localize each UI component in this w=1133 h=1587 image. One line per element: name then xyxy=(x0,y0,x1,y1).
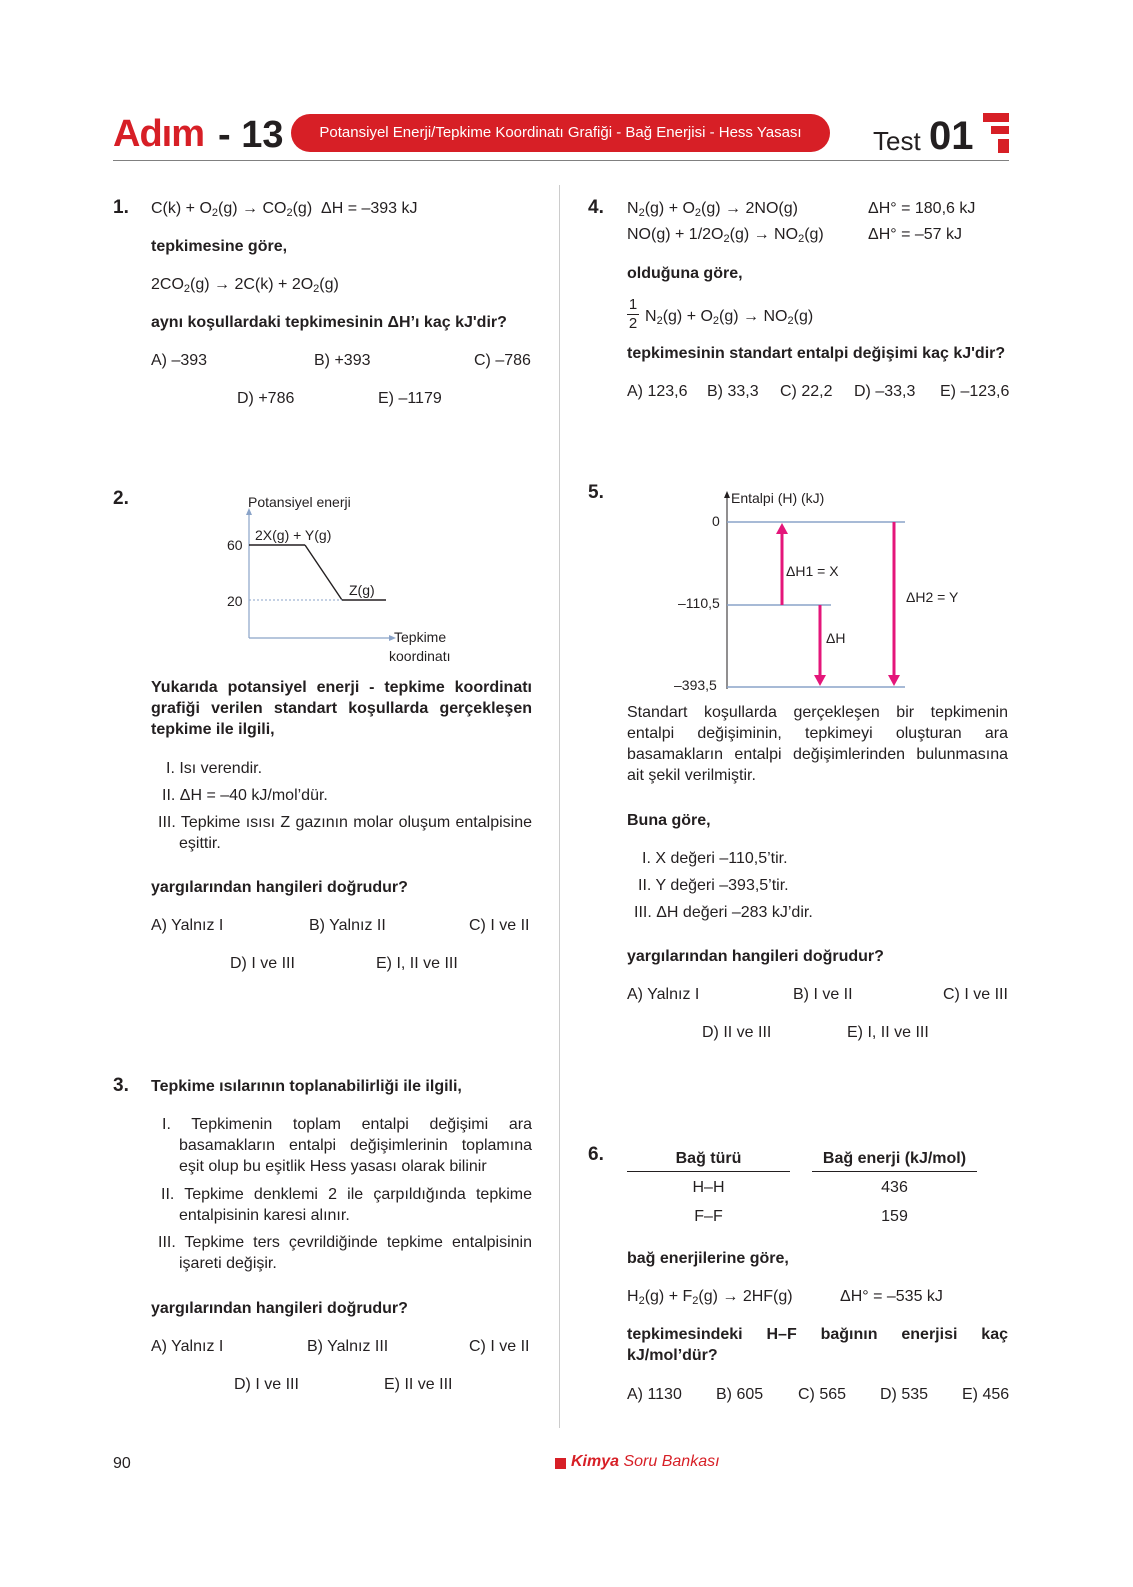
q4-option-b[interactable]: B) 33,3 xyxy=(707,383,759,400)
q2-option-d[interactable]: D) I ve III xyxy=(230,955,295,972)
unit-number: - 13 xyxy=(218,114,284,156)
q4-reaction1: $N_2(g) + O_2(g) \to 2NO(g)$ xyxy=(627,200,798,219)
q2-option-c[interactable]: C) I ve II xyxy=(469,917,530,934)
q5-statement-2: II. Y değeri –393,5’tir. xyxy=(638,877,789,894)
page-number: 90 xyxy=(113,1455,131,1472)
q2-ytick-60: 60 xyxy=(227,537,243,553)
q6-table-row-1-bond: H–H xyxy=(692,1179,725,1196)
header-divider xyxy=(113,160,1009,161)
q2-statement-3: III. Tepkime ısısı Z gazının molar oluşum entalpisine eşittir. xyxy=(158,814,532,852)
q5-option-b[interactable]: B) I ve II xyxy=(793,986,853,1003)
q1-option-b[interactable]: B) +393 xyxy=(314,352,371,369)
q6-option-b[interactable]: B) 605 xyxy=(716,1386,764,1403)
topic-banner: Potansiyel Enerji/Tepkime Koordinatı Grafiği - Bağ Enerjisi - Hess Yasası xyxy=(291,114,830,152)
q1-reaction2: $2CO_2(g) \to 2C(k) + 2O_2(g)$ xyxy=(151,276,339,295)
q3-option-a[interactable]: A) Yalnız I xyxy=(151,1338,224,1355)
q2-product-label: Z(g) xyxy=(349,582,375,598)
q2-option-a[interactable]: A) Yalnız I xyxy=(151,917,224,934)
q3-statement-1: I. Tepkimenin toplam entalpi değişimi ara basamakların entalpi değişimlerinin toplamına eşit olup bu eşitlik Hess yasası olarak bilinir xyxy=(162,1116,532,1175)
q6-table-header-energy: Bağ enerji (kJ/mol) xyxy=(812,1148,977,1172)
q4-fraction: 1 2 xyxy=(628,296,638,332)
q3-option-e[interactable]: E) II ve III xyxy=(384,1376,453,1393)
q5-enthalpy-diagram xyxy=(670,485,980,697)
q6-reaction: $H_2(g) + F_2(g) \to 2HF(g)$ xyxy=(627,1288,793,1307)
q5-dh-label: ΔH xyxy=(826,630,846,646)
q2-question: yargılarından hangileri doğrudur? xyxy=(151,879,408,896)
q1-reaction: $C(k) + O_2(g) \to CO_2(g)$ xyxy=(151,200,313,219)
q6-stem2: tepkimesindeki H–F bağının enerjisi kaç kJ/mol’dür? xyxy=(627,1326,1008,1364)
q6-table-header-bond: Bağ türü xyxy=(627,1148,790,1172)
q2-statement-1: I. Isı verendir. xyxy=(166,760,263,777)
q4-option-d[interactable]: D) –33,3 xyxy=(854,383,916,400)
q3-option-c[interactable]: C) I ve II xyxy=(469,1338,530,1355)
q1-number: 1. xyxy=(113,197,129,218)
q4-reaction2: $NO(g) + 1/2O_2(g) \to NO_2(g)$ xyxy=(627,226,824,245)
q5-ylabel: Entalpi (H) (kJ) xyxy=(731,490,825,506)
q6-option-a[interactable]: A) 1130 xyxy=(627,1386,682,1403)
q3-statement-2: II. Tepkime denklemi 2 ile çarpıldığında tepkime entalpisinin karesi alınır. xyxy=(161,1186,532,1224)
q1-option-d[interactable]: D) +786 xyxy=(237,390,295,407)
q4-option-a[interactable]: A) 123,6 xyxy=(627,383,688,400)
q1-option-a[interactable]: A) –393 xyxy=(151,352,208,369)
brand-logo: Adım xyxy=(113,113,204,155)
q3-question: yargılarından hangileri doğrudur? xyxy=(151,1300,408,1317)
q1-enthalpy: ΔH = –393 kJ xyxy=(321,200,418,217)
q2-option-e[interactable]: E) I, II ve III xyxy=(376,955,458,972)
q4-option-e[interactable]: E) –123,6 xyxy=(940,383,1010,400)
q1-option-e[interactable]: E) –1179 xyxy=(378,390,442,407)
q4-enthalpy1: ΔH° = 180,6 kJ xyxy=(868,200,976,217)
q4-number: 4. xyxy=(588,197,604,218)
q2-xlabel-1: Tepkime xyxy=(394,629,447,645)
q1-stem2: aynı koşullardaki tepkimesinin ΔH’ı kaç kJ'dir? xyxy=(151,314,507,331)
q6-table-row-2-bond: F–F xyxy=(694,1208,723,1225)
q3-number: 3. xyxy=(113,1075,129,1096)
q5-statement-1: I. X değeri –110,5’tir. xyxy=(642,850,788,867)
q3-stem: Tepkime ısılarının toplanabilirliği ile ilgili, xyxy=(151,1078,462,1095)
q5-question: yargılarından hangileri doğrudur? xyxy=(627,948,884,965)
q6-enthalpy: ΔH° = –535 kJ xyxy=(840,1288,943,1305)
q2-number: 2. xyxy=(113,488,129,509)
q1-option-c[interactable]: C) –786 xyxy=(474,352,531,369)
q2-reactants-label: 2X(g) + Y(g) xyxy=(255,527,332,543)
q6-option-e[interactable]: E) 456 xyxy=(962,1386,1010,1403)
test-number: 01 xyxy=(929,114,974,158)
q5-level-393: –393,5 xyxy=(674,677,717,693)
q2-ylabel: Potansiyel enerji xyxy=(248,494,351,510)
q5-stem: Standart koşullarda gerçekleşen bir tepkimenin entalpi değişiminin, tepkimeyi oluşturan ara basamakların entalpi değişimlerinden bulunmasına ait şekil verilmiştir. xyxy=(627,704,1008,784)
q4-target-reaction: $N_2(g) + O_2(g) \to NO_2(g)$ xyxy=(645,308,814,327)
q5-option-c[interactable]: C) I ve III xyxy=(943,986,1008,1003)
q3-option-b[interactable]: B) Yalnız III xyxy=(307,1338,389,1355)
q6-table-row-2-energy: 159 xyxy=(881,1208,908,1225)
q6-option-c[interactable]: C) 565 xyxy=(798,1386,847,1403)
q6-option-d[interactable]: D) 535 xyxy=(880,1386,929,1403)
publisher-logo-icon xyxy=(983,113,1009,153)
footer-book-title: Kimya Soru Bankası xyxy=(571,1453,720,1470)
q3-option-d[interactable]: D) I ve III xyxy=(234,1376,299,1393)
test-label: Test xyxy=(873,126,921,156)
q6-table-row-1-energy: 436 xyxy=(881,1179,908,1196)
q5-lead: Buna göre, xyxy=(627,812,711,829)
q5-level-0: 0 xyxy=(712,513,720,529)
q5-number: 5. xyxy=(588,482,604,503)
q2-option-b[interactable]: B) Yalnız II xyxy=(309,917,386,934)
q2-ytick-20: 20 xyxy=(227,593,243,609)
q4-option-c[interactable]: C) 22,2 xyxy=(780,383,833,400)
q1-stem1: tepkimesine göre, xyxy=(151,238,288,255)
q5-option-e[interactable]: E) I, II ve III xyxy=(847,1024,929,1041)
q5-option-d[interactable]: D) II ve III xyxy=(702,1024,772,1041)
column-divider xyxy=(559,185,560,1428)
q5-option-a[interactable]: A) Yalnız I xyxy=(627,986,700,1003)
q5-level-110: –110,5 xyxy=(678,595,720,611)
q2-statement-2: II. ΔH = –40 kJ/mol’dür. xyxy=(162,787,328,804)
q5-statement-3: III. ΔH değeri –283 kJ’dir. xyxy=(634,904,813,921)
q5-dh2-label: ΔH2 = Y xyxy=(906,589,959,605)
q5-dh1-label: ΔH1 = X xyxy=(786,563,839,579)
q2-stem: Yukarıda potansiyel enerji - tepkime koordinatı grafiği verilen standart koşullarda gerçekleşen tepkime ile ilgili, xyxy=(151,679,532,738)
q6-number: 6. xyxy=(588,1144,604,1165)
q2-potential-energy-diagram xyxy=(215,488,475,668)
footer-square-icon xyxy=(555,1458,566,1469)
q2-xlabel-2: koordinatı xyxy=(389,648,451,664)
q4-stem1: olduğuna göre, xyxy=(627,265,743,282)
q6-stem1: bağ enerjilerine göre, xyxy=(627,1250,789,1267)
q4-stem2: tepkimesinin standart entalpi değişimi kaç kJ'dir? xyxy=(627,345,1006,362)
q4-enthalpy2: ΔH° = –57 kJ xyxy=(868,226,963,243)
q3-statement-3: III. Tepkime ters çevrildiğinde tepkime entalpisinin işareti değişir. xyxy=(158,1234,532,1272)
